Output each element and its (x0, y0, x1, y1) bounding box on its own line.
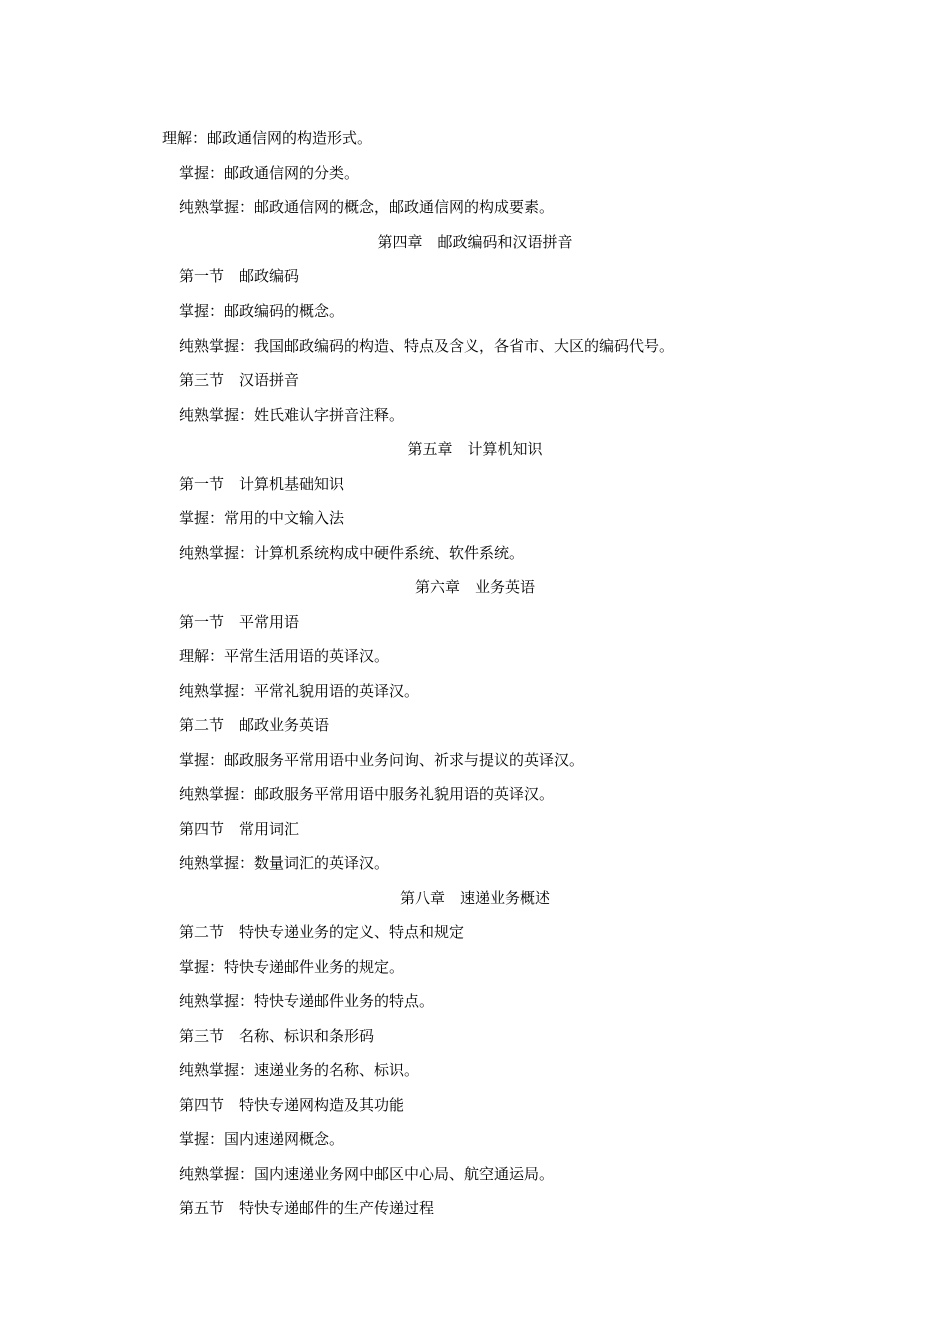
section-heading: 第一节 平常用语 (179, 613, 300, 631)
text-line: 纯熟掌握：邮政服务平常用语中服务礼貌用语的英译汉。 (179, 785, 555, 803)
text-line: 纯熟掌握：国内速递业务网中邮区中心局、航空通运局。 (179, 1165, 555, 1183)
section-heading: 第三节 名称、标识和条形码 (179, 1027, 375, 1045)
section-heading: 第三节 汉语拼音 (179, 371, 300, 389)
section-heading: 第二节 特快专递业务的定义、特点和规定 (179, 923, 465, 941)
section-heading: 第四节 常用词汇 (179, 820, 300, 838)
text-line: 掌握：邮政编码的概念。 (179, 302, 345, 320)
text-line: 纯熟掌握：平常礼貌用语的英译汉。 (179, 682, 420, 700)
text-line: 纯熟掌握：计算机系统构成中硬件系统、软件系统。 (179, 544, 525, 562)
text-line: 纯熟掌握：我国邮政编码的构造、特点及含义，各省市、大区的编码代号。 (179, 337, 675, 355)
text-line: 掌握：特快专递邮件业务的规定。 (179, 958, 405, 976)
section-heading: 第一节 邮政编码 (179, 267, 300, 285)
text-line: 纯熟掌握：邮政通信网的概念，邮政通信网的构成要素。 (179, 198, 555, 216)
text-line: 纯熟掌握：数量词汇的英译汉。 (179, 854, 390, 872)
text-line: 纯熟掌握：姓氏难认字拼音注释。 (179, 406, 405, 424)
text-line: 掌握：国内速递网概念。 (179, 1130, 345, 1148)
section-heading: 第二节 邮政业务英语 (179, 716, 330, 734)
chapter-heading: 第四章 邮政编码和汉语拼音 (377, 233, 573, 251)
text-line: 理解：平常生活用语的英译汉。 (179, 647, 390, 665)
section-heading: 第四节 特快专递网构造及其功能 (179, 1096, 405, 1114)
section-heading: 第五节 特快专递邮件的生产传递过程 (179, 1199, 435, 1217)
text-line: 纯熟掌握：特快专递邮件业务的特点。 (179, 992, 435, 1010)
section-heading: 第一节 计算机基础知识 (179, 475, 345, 493)
text-line: 掌握：邮政通信网的分类。 (179, 164, 360, 182)
text-line: 掌握：常用的中文输入法 (179, 509, 345, 527)
text-line: 理解：邮政通信网的构造形式。 (162, 129, 373, 147)
text-line: 纯熟掌握：速递业务的名称、标识。 (179, 1061, 420, 1079)
chapter-heading: 第五章 计算机知识 (407, 440, 543, 458)
chapter-heading: 第六章 业务英语 (414, 578, 535, 596)
chapter-heading: 第八章 速递业务概述 (399, 889, 550, 907)
text-line: 掌握：邮政服务平常用语中业务问询、祈求与提议的英译汉。 (179, 751, 585, 769)
